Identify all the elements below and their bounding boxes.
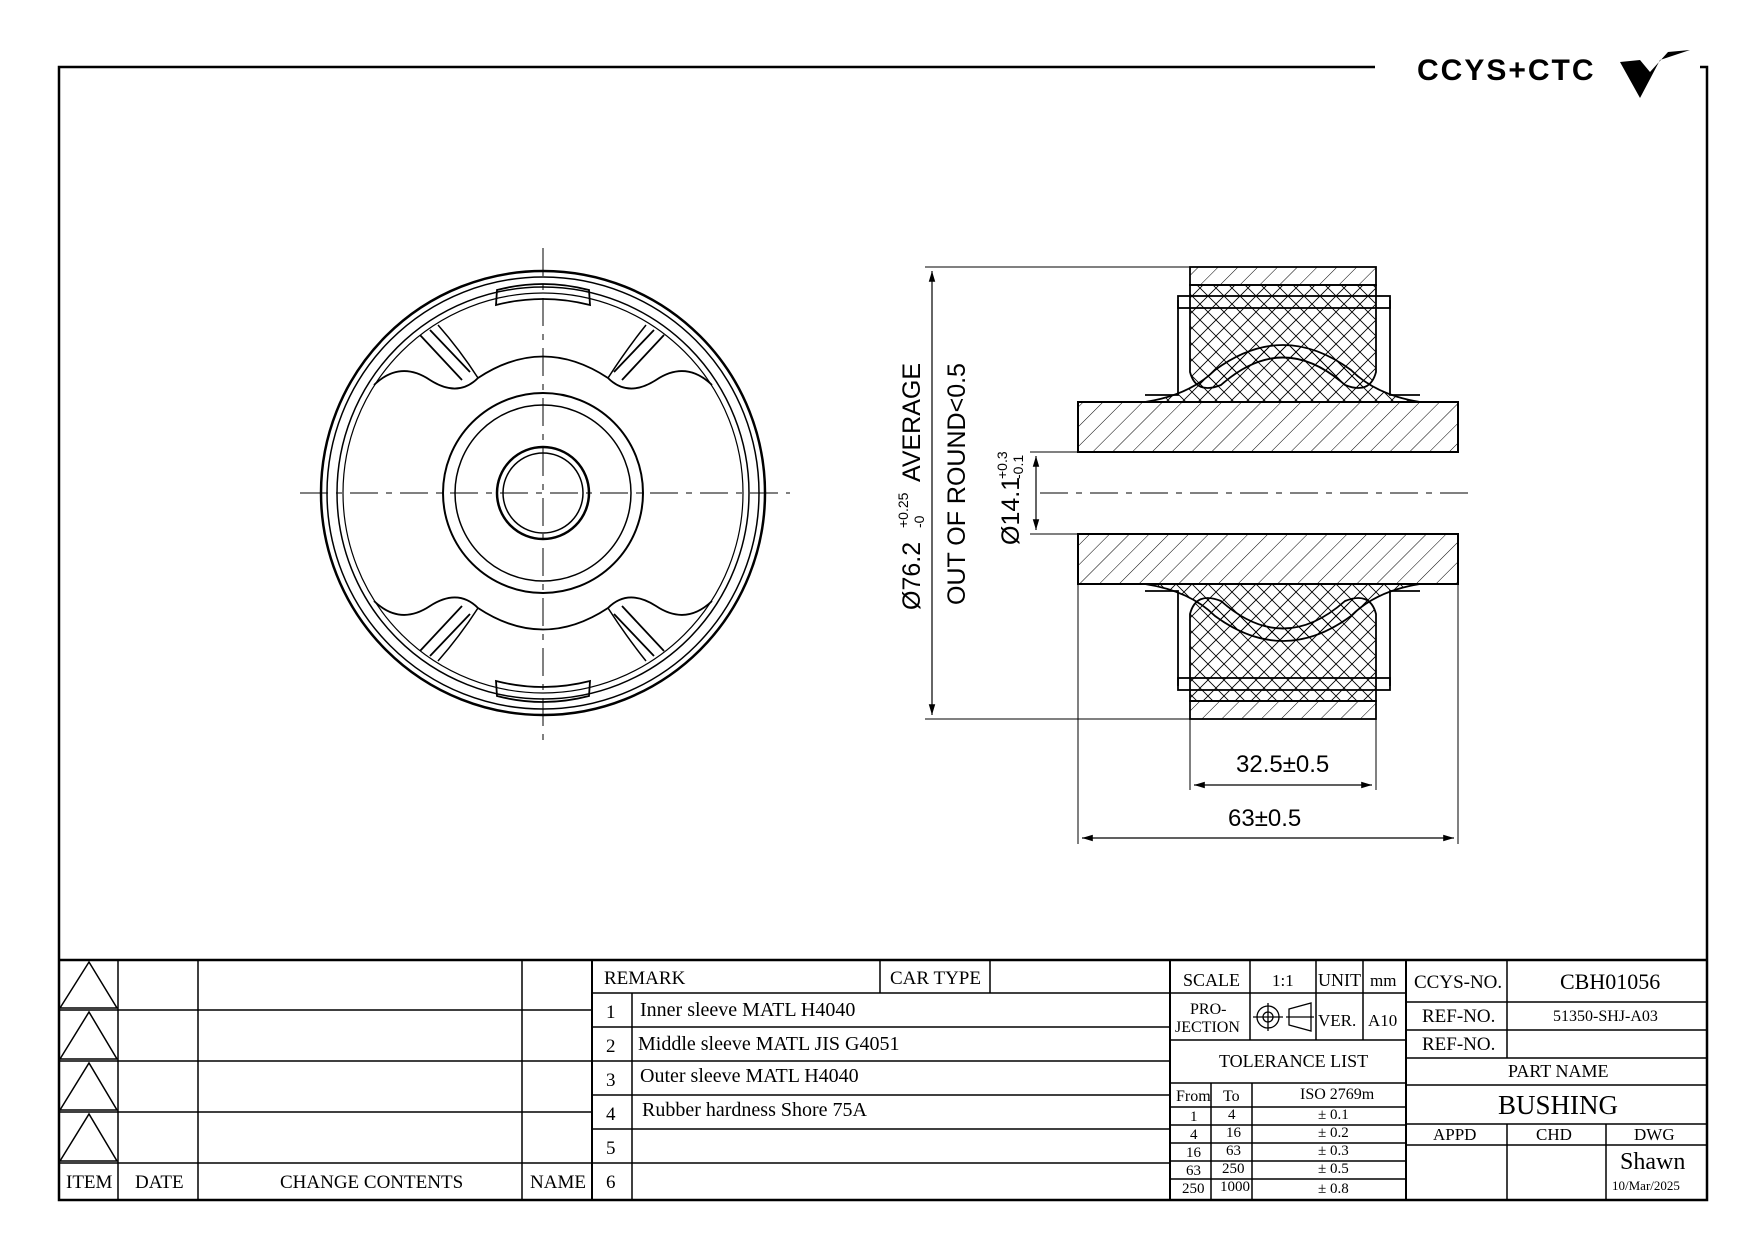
front-view: [300, 248, 790, 740]
inner-dia-label: Ø14.1: [997, 476, 1025, 545]
section-view: [1040, 267, 1470, 719]
appd-label: APPD: [1433, 1125, 1477, 1144]
remark-no: 5: [606, 1138, 616, 1159]
overall-length-label: 63±0.5: [1228, 805, 1302, 832]
tolerance-title: TOLERANCE LIST: [1219, 1051, 1369, 1071]
part-name-label: PART NAME: [1508, 1061, 1609, 1081]
tol-from: 250: [1182, 1181, 1205, 1197]
remark-text: Inner sleeve MATL H4040: [640, 999, 856, 1021]
company-logo: [1417, 50, 1690, 98]
rev-header-change: CHANGE CONTENTS: [280, 1172, 464, 1193]
dwg-label: DWG: [1634, 1125, 1675, 1144]
outer-dia-note: AVERAGE: [898, 362, 926, 482]
remark-text: Middle sleeve MATL JIS G4051: [638, 1033, 900, 1055]
tol-value: ± 0.8: [1318, 1181, 1349, 1197]
scale-value: 1:1: [1272, 971, 1294, 990]
projection-label: PRO-: [1190, 1001, 1227, 1018]
out-of-round-label: OUT OF ROUND<0.5: [943, 363, 971, 605]
remark-no: 6: [606, 1172, 616, 1193]
tol-value: ± 0.5: [1318, 1161, 1349, 1177]
ccys-no-label: CCYS-NO.: [1414, 972, 1503, 993]
unit-value: mm: [1370, 971, 1397, 990]
remark-text: Rubber hardness Shore 75A: [642, 1099, 867, 1121]
outer-dia-tol-lower: -0: [911, 515, 927, 528]
tol-value: ± 0.1: [1318, 1107, 1349, 1123]
rev-header-date: DATE: [135, 1172, 184, 1193]
tol-value: ± 0.3: [1318, 1143, 1349, 1159]
logo-mark-icon: [1620, 50, 1690, 98]
remark-no: 4: [606, 1104, 616, 1125]
ccys-no-value: CBH01056: [1560, 969, 1661, 994]
tol-to: 16: [1226, 1125, 1241, 1141]
tol-from: 1: [1190, 1109, 1198, 1125]
outer-sleeve-bottom: [1190, 701, 1376, 719]
tol-from: 4: [1190, 1127, 1198, 1143]
rev-header-item: ITEM: [66, 1172, 113, 1193]
title-block-grid: [59, 960, 1707, 1200]
tol-header-from: From: [1176, 1088, 1211, 1105]
tol-from: 63: [1186, 1163, 1201, 1179]
inner-sleeve-lower: [1078, 534, 1458, 584]
outer-sleeve-top: [1190, 267, 1376, 285]
tol-to: 4: [1228, 1107, 1236, 1123]
projection-label: JECTION: [1175, 1019, 1240, 1036]
ver-label: VER.: [1318, 1011, 1357, 1030]
drawn-by: Shawn: [1620, 1149, 1686, 1175]
tol-from: 16: [1186, 1145, 1201, 1161]
ver-value: A10: [1368, 1011, 1398, 1030]
ref-no-value: 51350-SHJ-A03: [1553, 1008, 1658, 1025]
tol-value: ± 0.2: [1318, 1125, 1349, 1141]
scale-info: [1175, 970, 1397, 1036]
tolerance-list: [1176, 1051, 1375, 1197]
rev-header-name: NAME: [530, 1172, 586, 1193]
tol-to: 1000: [1220, 1179, 1250, 1195]
remark-no: 1: [606, 1002, 616, 1023]
remark-header: REMARK: [604, 968, 686, 989]
chd-label: CHD: [1536, 1125, 1572, 1144]
part-name-value: BUSHING: [1498, 1090, 1619, 1120]
revision-table: [66, 1172, 586, 1193]
inner-sleeve-upper: [1078, 402, 1458, 452]
remarks-table: [604, 968, 981, 1193]
scale-label: SCALE: [1183, 970, 1241, 990]
outer-width-label: 32.5±0.5: [1236, 751, 1330, 778]
outer-dia-tol-upper: +0.25: [895, 492, 911, 528]
remark-no: 3: [606, 1070, 616, 1091]
car-type-label: CAR TYPE: [890, 968, 981, 989]
remark-text: Outer sleeve MATL H4040: [640, 1065, 859, 1087]
ref-no2-label: REF-NO.: [1422, 1034, 1496, 1055]
logo-text: CCYS+CTC: [1417, 54, 1596, 87]
ref-no-label: REF-NO.: [1422, 1006, 1496, 1027]
tol-to: 250: [1222, 1161, 1245, 1177]
projection-symbol-icon: [1253, 1003, 1314, 1031]
inner-dia-tol-upper: +0.3: [994, 451, 1010, 479]
tol-header-to: To: [1223, 1088, 1240, 1105]
tol-header-iso: ISO 2769m: [1300, 1086, 1375, 1103]
tol-to: 63: [1226, 1143, 1241, 1159]
remark-no: 2: [606, 1036, 616, 1057]
unit-label: UNIT: [1318, 970, 1361, 990]
inner-dia-tol-lower: -0.1: [1010, 454, 1026, 479]
drawing-date: 10/Mar/2025: [1612, 1178, 1680, 1193]
outer-dia-label: Ø76.2: [898, 541, 926, 610]
